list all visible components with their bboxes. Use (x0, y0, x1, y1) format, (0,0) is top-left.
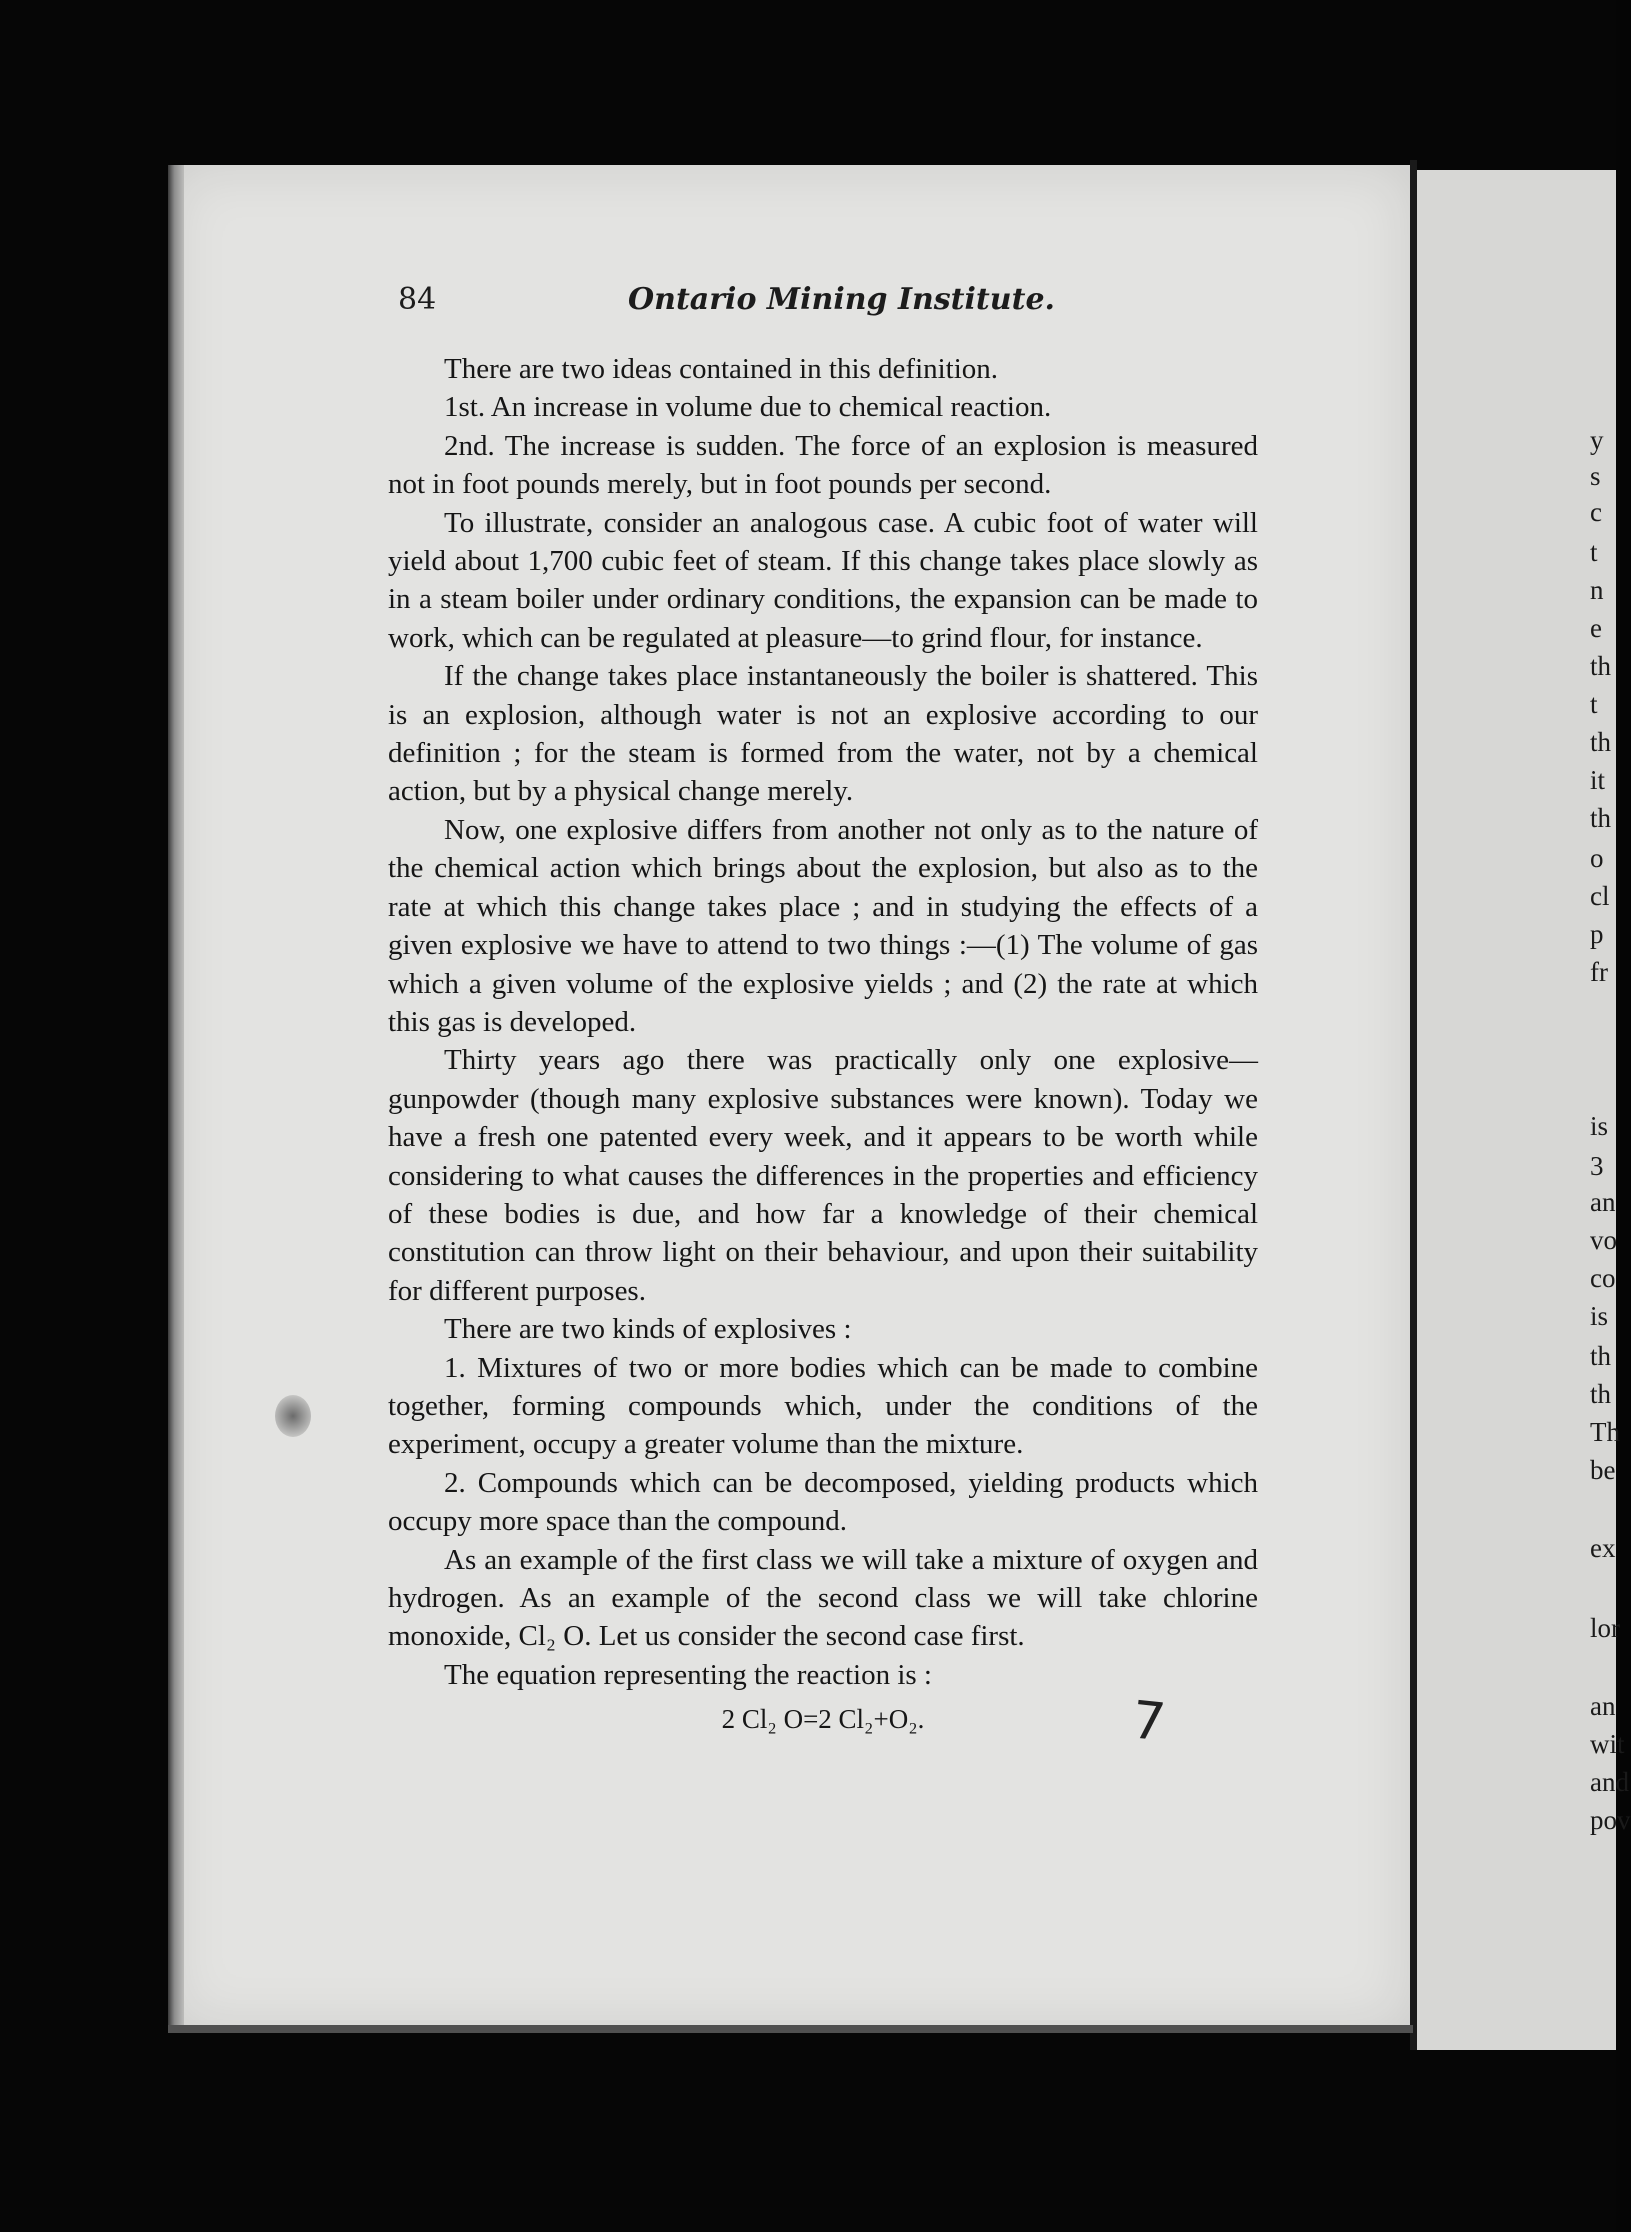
facing-fragment: s (1590, 461, 1601, 491)
running-title: Ontario Mining Institute. (628, 282, 1055, 317)
paragraph: 1. Mixtures of two or more bodies which can be made to combine together, forming compounds which, under the conditions of the experiment, occupy a greater volume than the mixture. (388, 1351, 1258, 1461)
paragraph: There are two ideas contained in this definition. (444, 353, 999, 385)
facing-fragment: be (1590, 1455, 1616, 1485)
facing-fragment: 3 (1590, 1151, 1604, 1181)
facing-fragment: vo (1590, 1225, 1617, 1255)
page-bottom-edge (168, 2025, 1413, 2033)
facing-fragment: fr (1590, 957, 1608, 987)
facing-fragment: p (1590, 919, 1604, 949)
body-text (388, 350, 1258, 1739)
facing-fragment: o (1590, 843, 1604, 873)
facing-fragment: t (1590, 537, 1598, 567)
facing-fragment: wit (1590, 1729, 1625, 1759)
facing-fragment: n (1590, 575, 1604, 605)
paragraph: There are two kinds of explosives : (444, 1313, 852, 1346)
facing-fragment: an (1590, 1691, 1616, 1721)
facing-fragment: th (1590, 1379, 1612, 1409)
facing-fragment: th (1590, 651, 1612, 681)
page-number: 84 (398, 282, 437, 317)
facing-fragment: it (1590, 765, 1606, 795)
paragraph: The equation representing the reaction is : (444, 1658, 932, 1691)
book-gutter (1410, 160, 1417, 2050)
facing-page (1417, 170, 1616, 2050)
facing-fragment: e (1590, 613, 1602, 643)
paragraph: If the change takes place instantaneously the boiler is shattered. This is an explosion, although water is not an explosive according to our definition ; for the steam is formed from the water, not by a chemical action, but by a physical change merely. (388, 660, 1258, 808)
facing-fragment: co (1590, 1263, 1616, 1293)
facing-fragment: Th (1590, 1417, 1620, 1447)
facing-fragment: lor (1590, 1613, 1620, 1643)
paragraph: Now, one explosive differs from another not only as to the nature of the chemical action which brings about the explosion, but also as to the rate at which this change takes place ; and in studying the effects of a given explosive we have to attend to two things :—(1) The volume of gas which a given volume of the explosive yields ; and (2) the rate at which this gas is developed. (388, 813, 1258, 1038)
facing-fragment: th (1590, 1341, 1612, 1371)
facing-fragment: t (1590, 689, 1598, 719)
paragraph: 2. Compounds which can be decomposed, yielding products which occupy more space than the compound. (388, 1466, 1258, 1538)
paragraph: 2nd. The increase is sudden. The force of an explosion is measured not in foot pounds merely, but in foot pounds per second. (388, 429, 1258, 501)
page-edge-shadow (168, 165, 184, 2030)
facing-fragment: and (1590, 1767, 1629, 1797)
facing-fragment: th (1590, 727, 1612, 757)
facing-fragment: c (1590, 497, 1602, 527)
facing-fragment: pov (1590, 1805, 1631, 1835)
facing-fragment: is (1590, 1301, 1609, 1331)
facing-fragment: cl (1590, 881, 1610, 911)
facing-fragment: an (1590, 1187, 1616, 1217)
facing-fragment: y (1590, 425, 1604, 455)
paragraph: As an example of the first class we will take a mixture of oxygen and hydrogen. As an example of the second class we will take chlorine monoxide, Cl₂ O. Let us consider the second case first. (388, 1543, 1258, 1653)
pencil-seven-mark: 7 (1128, 1690, 1169, 1754)
paragraph: Thirty years ago there was practically only one explosive—gunpowder (though many explosive substances were known). Today we have a fresh one patented every week, and it appears to be worth while considering to what causes the differences in the properties and efficiency of these bodies is due, and how far a knowledge of their chemical constitution can throw light on their behaviour, and upon their suitability for different purposes. (388, 1044, 1258, 1307)
facing-fragment: ex (1590, 1533, 1616, 1563)
paragraph: To illustrate, consider an analogous case. A cubic foot of water will yield about 1,700 cubic feet of steam. If this change takes place slowly as in a steam boiler under ordinary conditions, the expansion can be made to work, which can be regulated at pleasure—to grind flour, for instance. (388, 506, 1258, 654)
facing-fragment: th (1590, 803, 1612, 833)
ink-blot (275, 1395, 311, 1437)
chemical-equation: 2 Cl₂ O=2 Cl₂+O₂. (721, 1704, 925, 1735)
paragraph: 1st. An increase in volume due to chemical reaction. (444, 391, 1052, 424)
facing-fragment: is (1590, 1111, 1609, 1141)
